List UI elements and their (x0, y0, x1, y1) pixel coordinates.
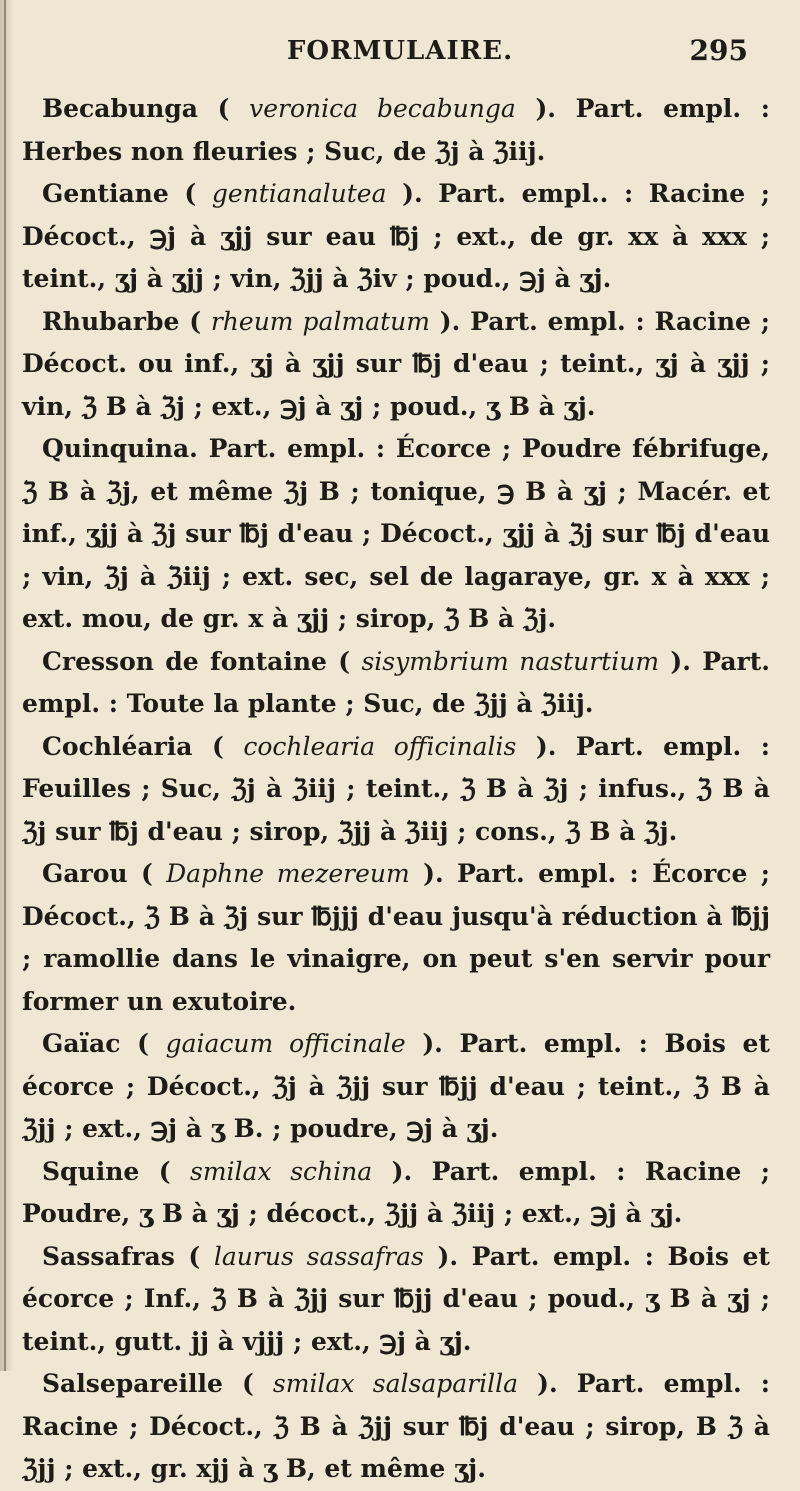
page-binding-edge (0, 0, 14, 1371)
entry-salsepareille: Salsepareille ( smilax salsaparilla ). Part. empl. : Racine ; Décoct., ℨ B à ℨjj sur ℔j d'eau ; sirop, B ℨ à ℨjj ; ext., gr. xjj à ʒ B, et même ʒj. (22, 1369, 770, 1483)
entry-cochlearia: Cochléaria ( cochlearia officinalis ). Part. empl. : Feuilles ; Suc, ℨj à ℨiij ; teint., ℨ B à ℨj ; infus., ℨ B à ℨj sur ℔j d'eau ; sirop, ℨjj à ℨiij ; cons., ℨ B à ℨj. (22, 731, 770, 846)
entry-text: ). Part. empl. : Bois et écorce ; Inf., ℨ B à ℨjj sur ℔jj d'eau ; poud., ʒ B à ʒj ; teint., gutt. jj à vjjj ; ext., ℈j à ʒj. (22, 1241, 770, 1356)
entry-text: ). Part. empl. : Écorce ; Décoct., ℨ B à ℨj sur ℔jjj d'eau jusqu'à réduction à ℔jj ; ramollie dans le vinaigre, on peut s'en servir pour former un exutoire. (22, 859, 770, 1016)
entry-text: ). Part. empl. : Racine ; Décoct. ou inf., ʒj à ʒjj sur ℔j d'eau ; teint., ʒj à ʒjj ; vin, ℨ B à ℨj ; ext., ℈j à ʒj ; poud., ʒ B à ʒj. (22, 306, 770, 421)
entry-name: Rhubarbe (42, 306, 180, 336)
entry-sassafras: Sassafras ( laurus sassafras ). Part. empl. : Bois et écorce ; Inf., ℨ B à ℨjj sur ℔jj d'eau ; poud., ʒ B à ʒj ; teint., gutt. jj à vjjj ; ext., ℈j à ʒj. (22, 1241, 770, 1356)
entry-text: ). Part. empl. : Racine ; Poudre, ʒ B à ʒj ; décoct., ℨjj à ℨiij ; ext., ℈j à ʒj. (22, 1156, 770, 1228)
entry-name: Cochléaria (42, 731, 193, 761)
entry-latin: smilax salsaparilla (272, 1369, 519, 1398)
entry-latin: sisymbrium nasturtium (361, 646, 660, 676)
formulary-entries (22, 88, 770, 1491)
entry-gaiac: Gaïac ( gaiacum officinale ). Part. empl. : Bois et écorce ; Décoct., ℨj à ℨjj sur ℔jj d'eau ; teint., ℨ B à ℨjj ; ext., ℈j à ʒ B. ; poudre, ℈j à ʒj. (22, 1029, 770, 1143)
entry-squine: Squine ( smilax schina ). Part. empl. : Racine ; Poudre, ʒ B à ʒj ; décoct., ℨjj à ℨiij ; ext., ℈j à ʒj. (22, 1156, 770, 1228)
entry-text: ). Part. empl. : Herbes non fleuries ; Suc, de ℨj à ℨiij. (22, 94, 770, 166)
entry-name: Gaïac (42, 1029, 121, 1058)
entry-latin: veronica becabunga (249, 94, 516, 123)
entry-text: ). Part. empl. : Racine ; Décoct., ℨ B à ℨjj sur ℔j d'eau ; sirop, B ℨ à ℨjj ; ext., gr. xjj à ʒ B, et même ʒj. (22, 1369, 770, 1483)
running-title: FORMULAIRE. (286, 36, 514, 66)
entry-latin: smilax schina (190, 1156, 373, 1186)
entry-cresson: Cresson de fontaine ( sisymbrium nasturtium ). Part. empl. : Toute la plante ; Suc, de ℨjj à ℨiij. (22, 646, 770, 718)
entry-name: Garou (42, 859, 128, 888)
entry-name: Quinquina. (42, 434, 198, 463)
entry-quinquina (22, 428, 770, 641)
entry-text: ). Part. empl.. : Racine ; Décoct., ℈j à ʒjj sur eau ℔j ; ext., de gr. xx à xxx ; teint., ʒj à ʒjj ; vin, ℨjj à ℨiv ; poud., ℈j à ʒj. (22, 179, 770, 293)
entry-text: Part. empl. : Écorce ; Poudre fébrifuge, ℨ B à ℨj, et même ℨj B ; tonique, ℈ B à ʒj ; Macér. et inf., ʒjj à ℨj sur ℔j d'eau ; Décoct., ʒjj à ℨj sur ℔j d'eau ; vin, ℨj à ℨiij ; ext. sec, sel de lagaraye, gr. x à xxx ; ext. mou, de gr. x à ʒjj ; sirop, ℨ B à ℨj. (22, 434, 770, 633)
entry-name: Becabunga (42, 94, 198, 123)
entry-latin: gaiacum officinale (165, 1029, 406, 1058)
entry-name: Salsepareille (42, 1369, 223, 1398)
entry-latin: gentianalutea (211, 179, 387, 208)
entry-latin: rheum palmatum (210, 306, 430, 336)
page-header (0, 32, 800, 76)
page-number: 295 (689, 34, 748, 67)
entry-latin: Daphne mezereum (166, 859, 410, 888)
entry-becabunga: Becabunga ( veronica becabunga ). Part. empl. : Herbes non fleuries ; Suc, de ℨj à ℨiij. (22, 94, 770, 166)
entry-name: Sassafras (42, 1241, 175, 1271)
entry-latin: cochlearia officinalis (243, 731, 517, 761)
entry-name: Gentiane (42, 179, 169, 208)
binding-shadow-line (4, 0, 6, 1371)
entry-text: ). Part. empl. : Bois et écorce ; Décoct., ℨj à ℨjj sur ℔jj d'eau ; teint., ℨ B à ℨjj ; ext., ℈j à ʒ B. ; poudre, ℈j à ʒj. (22, 1029, 770, 1143)
entry-name: Squine (42, 1156, 140, 1186)
entry-text: ). Part. empl. : Toute la plante ; Suc, de ℨjj à ℨiij. (22, 646, 770, 718)
entry-garou: Garou ( Daphne mezereum ). Part. empl. : Écorce ; Décoct., ℨ B à ℨj sur ℔jjj d'eau jusqu'à réduction à ℔jj ; ramollie dans le vinaigre, on peut s'en servir pour former un exutoire. (22, 859, 770, 1016)
entry-name: Cresson de fontaine (42, 646, 327, 676)
entry-gentiane: Gentiane ( gentianalutea ). Part. empl.. : Racine ; Décoct., ℈j à ʒjj sur eau ℔j ; ext., de gr. xx à xxx ; teint., ʒj à ʒjj ; vin, ℨjj à ℨiv ; poud., ℈j à ʒj. (22, 179, 770, 293)
entry-latin: laurus sassafras (213, 1241, 424, 1271)
entry-rhubarbe: Rhubarbe ( rheum palmatum ). Part. empl. : Racine ; Décoct. ou inf., ʒj à ʒjj sur ℔j d'eau ; teint., ʒj à ʒjj ; vin, ℨ B à ℨj ; ext., ℈j à ʒj ; poud., ʒ B à ʒj. (22, 306, 770, 421)
entry-text: ). Part. empl. : Feuilles ; Suc, ℨj à ℨiij ; teint., ℨ B à ℨj ; infus., ℨ B à ℨj sur ℔j d'eau ; sirop, ℨjj à ℨiij ; cons., ℨ B à ℨj. (22, 731, 770, 846)
